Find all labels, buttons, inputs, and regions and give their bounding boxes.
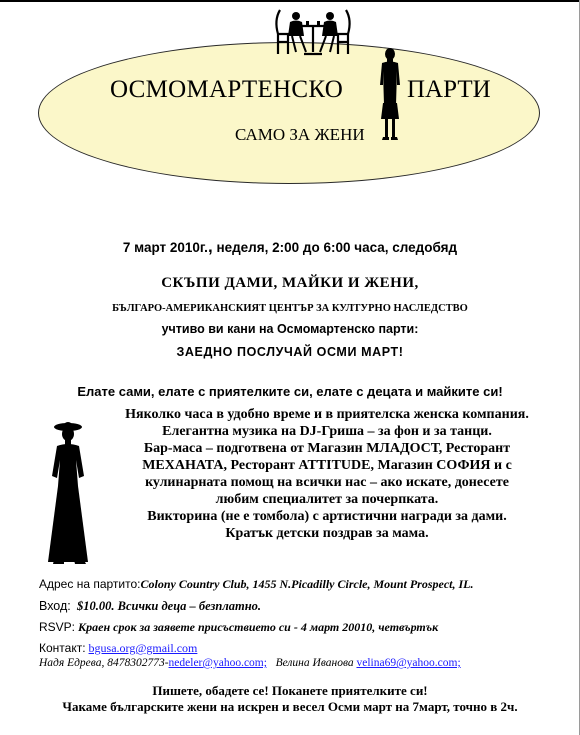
program-item: МЕХАНАТА, Ресторант ATTITUDE, Магазин СОФИЯ и с — [142, 458, 512, 473]
program-list — [102, 406, 552, 542]
event-date-comma: , — [207, 237, 213, 256]
contact-person-1: Надя Едрева, 8478302773- — [39, 657, 169, 669]
event-title-right: ПАРТИ — [407, 76, 491, 103]
page-top-border — [0, 0, 580, 2]
contact-email-2-link[interactable]: velina69@yahoo.com; — [356, 657, 461, 669]
event-date — [0, 237, 580, 257]
rsvp-line — [39, 620, 438, 635]
organizer-name: БЪЛГАРО-АМЕРИКАНСКИЯТ ЦЕНТЪР ЗА КУЛТУРНО НАСЛЕДСТВО — [112, 303, 468, 314]
event-date-rest: неделя, 2:00 до 6:00 часа, следобяд — [216, 240, 458, 255]
program-item: любим специалитет за почерпката. — [215, 492, 439, 507]
program-item: Викторина (не е томбола) с артистични награди за дами. — [147, 509, 507, 524]
program-item: кулинарната помощ на всички нас – ако искате, донесете — [145, 475, 509, 490]
contact-person-2: Велина Иванова — [275, 657, 354, 669]
program-item: Бар-маса – подготвена от Магазин МЛАДОСТ, Ресторант — [143, 441, 511, 456]
rsvp-value: Краен срок за заявете присъствието си - 4 март 20010, четвъртък — [78, 620, 439, 634]
address-label: Адрес на партито: — [39, 577, 141, 591]
entry-label: Вход: — [39, 599, 71, 613]
contact-persons-line — [39, 657, 461, 669]
woman-silhouette-icon — [375, 47, 405, 142]
event-subtitle: САМО ЗА ЖЕНИ — [235, 125, 365, 144]
come-line: Елате сами, елате с приятелките си, елате с децата и майките си! — [77, 384, 503, 399]
cafe-table-icon — [272, 8, 354, 58]
contact-line — [39, 641, 197, 656]
contact-label: Контакт: — [39, 641, 86, 655]
footer-line-2: Чакаме българските жени на искрен и весел Осми март на 7март, точно в 2ч. — [62, 699, 518, 714]
footer-line-1: Пишете, обадете се! Поканете приятелките си! — [152, 683, 428, 698]
lady-in-hat-silhouette-icon — [40, 418, 100, 568]
slogan-line: ЗАЕДНО ПОСЛУЧАЙ ОСМИ МАРТ! — [176, 345, 404, 359]
program-item: Елегантна музика на DJ-Гриша – за фон и за танци. — [162, 424, 492, 439]
entry-line — [39, 599, 261, 614]
event-title-left: ОСМОМАРТЕНСКО — [110, 76, 344, 103]
address-line — [39, 577, 474, 592]
program-item: Кратък детски поздрав за мама. — [225, 526, 429, 541]
entry-value: $10.00. Всички деца – безплатно. — [77, 599, 262, 613]
header-oval — [38, 42, 540, 184]
footer — [0, 683, 580, 715]
greeting-heading: СКЪПИ ДАМИ, МАЙКИ И ЖЕНИ, — [161, 275, 419, 291]
event-date-day: 7 март 2010г. — [122, 240, 208, 255]
program-item: Няколко часа в удобно време и в приятелска женска компания. — [125, 407, 529, 422]
contact-email-1-link[interactable]: nedeler@yahoo.com; — [168, 657, 267, 669]
rsvp-label: RSVP: — [39, 620, 76, 634]
contact-email-link[interactable]: bgusa.org@gmail.com — [88, 641, 198, 655]
invitation-line: учтиво ви кани на Осмомартенско парти: — [161, 322, 419, 336]
address-value: Colony Country Club, 1455 N.Picadilly Circle, Mount Prospect, IL. — [140, 577, 474, 591]
